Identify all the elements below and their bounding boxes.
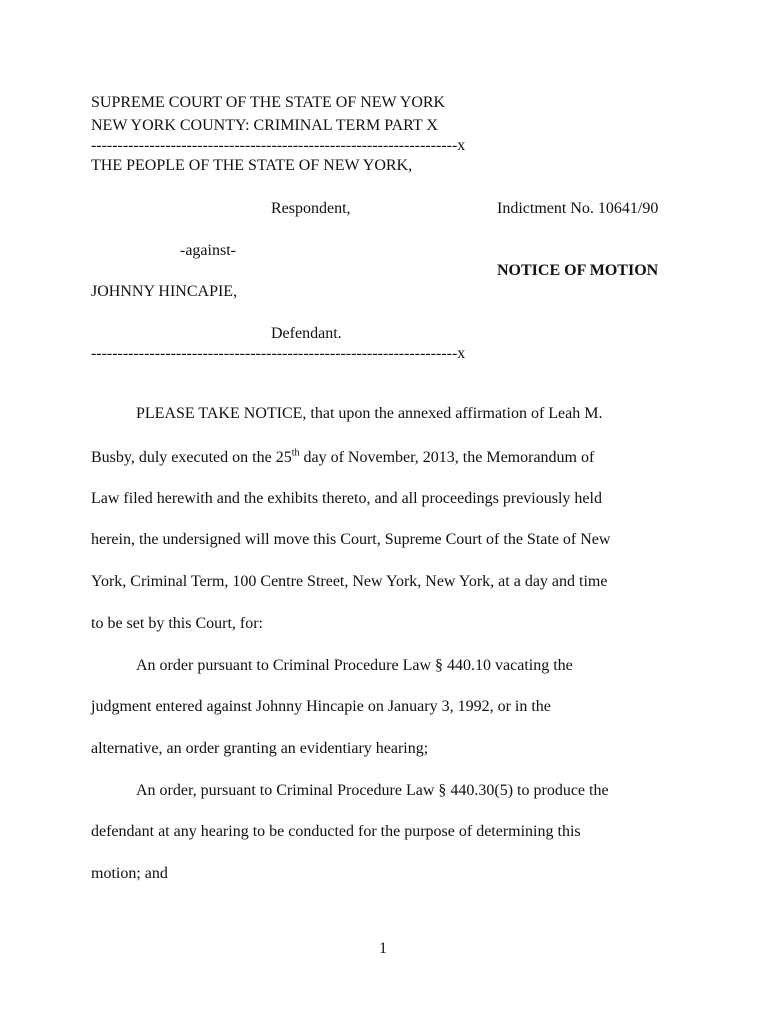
paragraph-line: motion; and bbox=[91, 865, 168, 882]
court-county-line: NEW YORK COUNTY: CRIMINAL TERM PART X bbox=[91, 117, 438, 134]
against-label: -against- bbox=[180, 242, 236, 259]
plaintiff-name: THE PEOPLE OF THE STATE OF NEW YORK, bbox=[91, 157, 413, 174]
caption-separator-bottom: ---------------------------------------------------------------------x bbox=[91, 345, 466, 362]
paragraph-text: Busby, duly executed on the 25 bbox=[91, 449, 292, 466]
paragraph-line: alternative, an order granting an evidentiary hearing; bbox=[91, 740, 429, 757]
plaintiff-role: Respondent, bbox=[271, 200, 351, 217]
paragraph-line: Law filed herewith and the exhibits thereto, and all proceedings previously held bbox=[91, 490, 602, 507]
paragraph-line: PLEASE TAKE NOTICE, that upon the annexed affirmation of Leah M. bbox=[136, 405, 603, 422]
caption-separator-top: ---------------------------------------------------------------------x bbox=[91, 137, 466, 154]
paragraph-text: day of November, 2013, the Memorandum of bbox=[299, 449, 595, 466]
defendant-role: Defendant. bbox=[271, 325, 342, 342]
paragraph-line: York, Criminal Term, 100 Centre Street, New York, New York, at a day and time bbox=[91, 573, 608, 590]
page-number: 1 bbox=[379, 940, 387, 957]
ordinal-suffix: th bbox=[291, 447, 300, 459]
document-title: NOTICE OF MOTION bbox=[497, 262, 659, 279]
indictment-number: Indictment No. 10641/90 bbox=[497, 200, 659, 217]
paragraph-line: An order, pursuant to Criminal Procedure Law § 440.30(5) to produce the bbox=[136, 782, 609, 799]
paragraph-line: An order pursuant to Criminal Procedure Law § 440.10 vacating the bbox=[136, 657, 573, 674]
paragraph-line: defendant at any hearing to be conducted for the purpose of determining this bbox=[91, 823, 581, 840]
paragraph-line: herein, the undersigned will move this Court, Supreme Court of the State of New bbox=[91, 531, 611, 548]
court-name-line: SUPREME COURT OF THE STATE OF NEW YORK bbox=[91, 94, 446, 111]
paragraph-line: judgment entered against Johnny Hincapie on January 3, 1992, or in the bbox=[91, 698, 551, 715]
paragraph-line: to be set by this Court, for: bbox=[91, 615, 263, 632]
paragraph-line bbox=[91, 448, 594, 468]
defendant-name: JOHNNY HINCAPIE, bbox=[91, 283, 238, 300]
